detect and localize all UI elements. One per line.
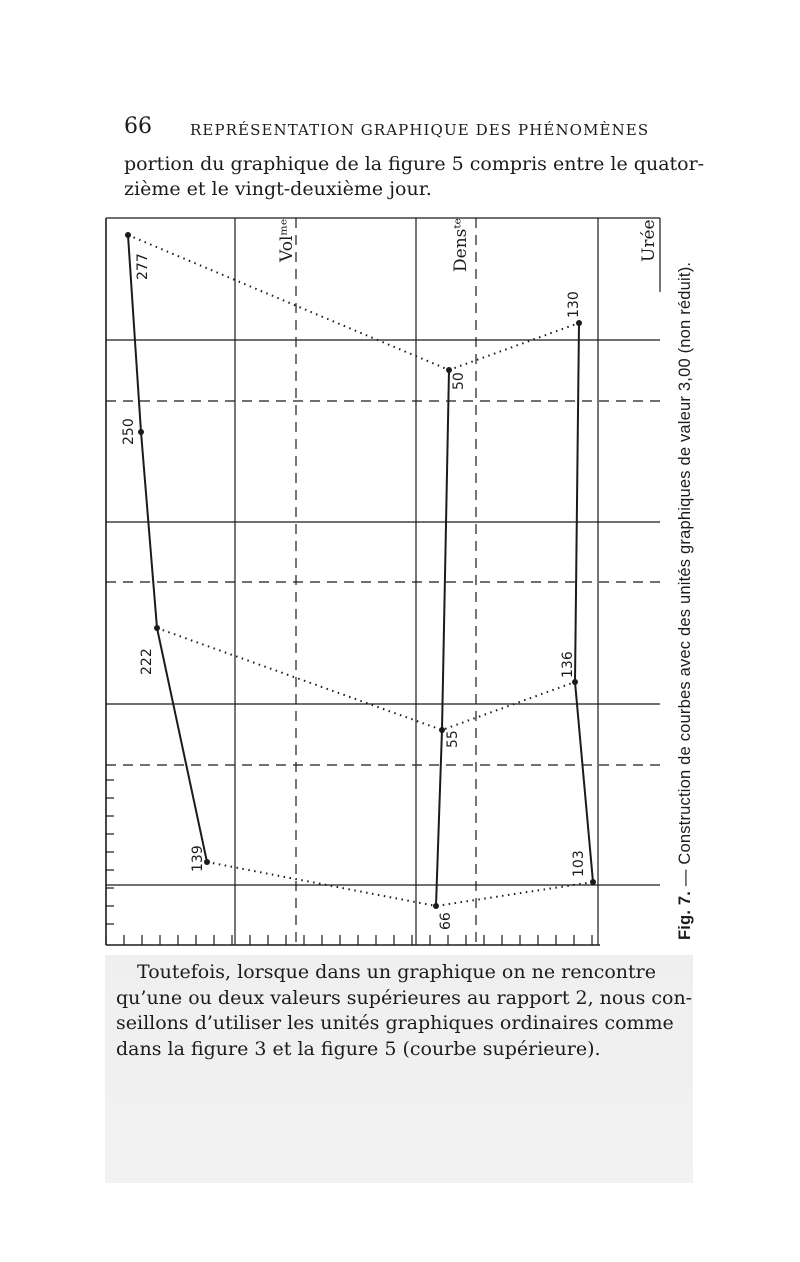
volume-label-277: 277 xyxy=(135,253,151,280)
uree-point-136 xyxy=(572,679,578,685)
column-label-volume: Volᵐᵉ xyxy=(277,218,297,262)
uree-series-line xyxy=(575,323,593,882)
volume-label-222: 222 xyxy=(139,648,155,675)
volume-point-277 xyxy=(125,232,131,238)
body-line: seillons d’utiliser les unités graphiques ordinaires comme xyxy=(116,1012,674,1034)
column-label-densite: Densᵗᵉ xyxy=(451,217,471,272)
running-title: REPRÉSENTATION GRAPHIQUE DES PHÉNOMÈNES xyxy=(190,121,650,139)
volume-point-250 xyxy=(138,429,144,435)
densite-series-points xyxy=(433,367,452,909)
intro-line: portion du graphique de la figure 5 compris entre le quator- xyxy=(124,153,705,175)
uree-point-130 xyxy=(576,320,582,326)
uree-label-103: 103 xyxy=(571,850,587,877)
body-paragraph xyxy=(116,960,693,1062)
volume-series-points xyxy=(125,232,210,865)
vertical-grid-solid xyxy=(235,218,598,945)
densite-point-66 xyxy=(433,903,439,909)
figure-number: Fig. 7. xyxy=(676,890,694,940)
densite-point-50 xyxy=(446,367,452,373)
volume-series-line xyxy=(128,235,207,862)
volume-point-222 xyxy=(154,625,160,631)
body-line: qu’une ou deux valeurs supérieures au rapport 2, nous con- xyxy=(116,986,693,1009)
column-label-uree: Urée xyxy=(639,219,659,262)
bottom-ticks xyxy=(106,935,592,945)
densite-label-66: 66 xyxy=(438,912,454,930)
figure-caption-text: — Construction de courbes avec des unités graphiques de valeur 3,00 (non réduit). xyxy=(676,261,694,891)
densite-label-55: 55 xyxy=(445,730,461,748)
body-line: Toutefois, lorsque dans un graphique on ne rencontre xyxy=(137,961,657,983)
left-ticks xyxy=(106,780,114,924)
volume-label-139: 139 xyxy=(190,845,206,872)
dotted-connectors xyxy=(128,235,593,906)
uree-label-130: 130 xyxy=(566,291,582,318)
densite-label-50: 50 xyxy=(451,372,467,390)
page-number: 66 xyxy=(124,114,152,139)
intro-line: zième et le vingt-deuxième jour. xyxy=(124,178,432,200)
body-line: dans la figure 3 et la figure 5 (courbe supérieure). xyxy=(116,1037,601,1060)
uree-label-136: 136 xyxy=(560,651,576,678)
uree-point-103 xyxy=(590,879,596,885)
volume-label-250: 250 xyxy=(121,418,137,445)
densite-series-line xyxy=(436,370,449,906)
